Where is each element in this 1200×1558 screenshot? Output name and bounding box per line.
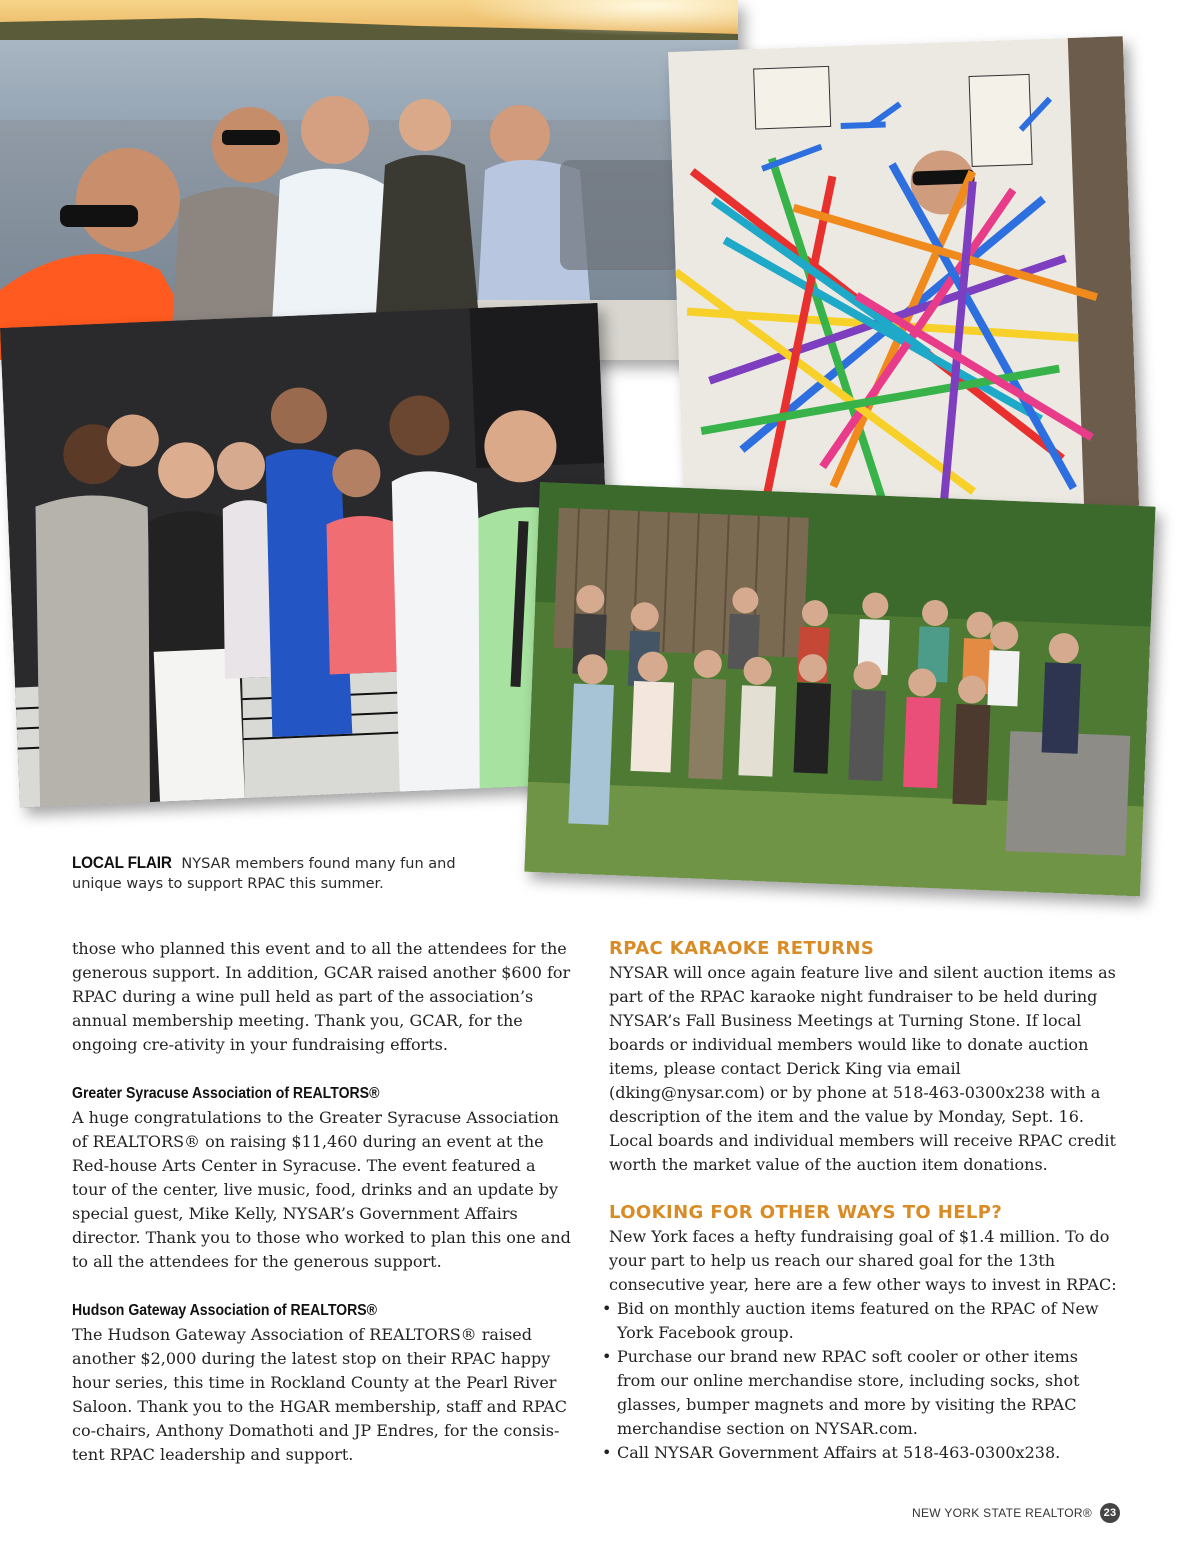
caption-lead: LOCAL FLAIR bbox=[72, 853, 172, 872]
publication-name: NEW YORK STATE REALTOR® bbox=[912, 1506, 1092, 1520]
caption-text: NYSAR members found many fun and unique ways to support RPAC this summer. bbox=[72, 856, 456, 892]
intro-paragraph: those who planned this event and to all the attendees for the generous support. In addition, GCAR raised another $600 for RPAC during a wine pull held as part of the association’s annual membership meeting. Thank you, GCAR, for the ongoing cre-ativity in your fundraising efforts. bbox=[72, 939, 571, 1054]
karaoke-heading: RPAC KARAOKE RETURNS bbox=[609, 938, 875, 959]
list-item: • Call NYSAR Government Affairs at 518-463-0300x238. bbox=[609, 1441, 1119, 1465]
list-item: • Bid on monthly auction items featured on the RPAC of New York Facebook group. bbox=[609, 1297, 1119, 1345]
karaoke-paragraph: NYSAR will once again feature live and silent auction items as part of the RPAC karaoke night fundraiser to be held during NYSAR’s Fall Business Meetings at Turning Stone. If local boards or individual members would like to donate auction items, please contact Derick King via email (dking@nysar.com) or by phone at 518-463-0300x238 with a description of the item and the value by Monday, Sept. 16. Local boards and individual members will receive RPAC credit worth the market value of the auction item donations. bbox=[609, 963, 1116, 1174]
photo-outdoor-group bbox=[524, 482, 1155, 896]
help-heading: LOOKING FOR OTHER WAYS TO HELP? bbox=[609, 1202, 1003, 1223]
left-column bbox=[72, 937, 572, 1467]
photo-boat-sunset bbox=[0, 0, 738, 360]
hudson-heading: Hudson Gateway Association of REALTORS® bbox=[72, 1302, 378, 1319]
syracuse-heading: Greater Syracuse Association of REALTORS® bbox=[72, 1085, 380, 1102]
right-column bbox=[609, 937, 1119, 1465]
hudson-paragraph: The Hudson Gateway Association of REALTORS® raised another $2,000 during the latest stop on their RPAC happy hour series, this time in Rockland County at the Pearl River Saloon. Thank you to the HGAR membership, staff and RPAC co-chairs, Anthony Domathoti and JP Endres, for the consis-tent RPAC leadership and support. bbox=[72, 1325, 568, 1464]
help-list bbox=[609, 1297, 1119, 1465]
photo-tape-art bbox=[668, 36, 1139, 522]
photo-caption bbox=[72, 853, 492, 894]
list-item: • Purchase our brand new RPAC soft cooler or other items from our online merchandise store, including socks, shot glasses, bumper magnets and more by visiting the RPAC merchandise section on NYSAR.com. bbox=[609, 1345, 1119, 1441]
page-footer bbox=[912, 1503, 1120, 1523]
photo-group-bar bbox=[0, 303, 618, 808]
help-intro: New York faces a hefty fundraising goal of $1.4 million. To do your part to help us reach our shared goal for the 13th consecutive year, here are a few other ways to invest in RPAC: bbox=[609, 1227, 1117, 1294]
page-number: 23 bbox=[1100, 1503, 1120, 1523]
syracuse-paragraph: A huge congratulations to the Greater Syracuse Association of REALTORS® on raising $11,460 during an event at the Red-house Arts Center in Syracuse. The event featured a tour of the center, live music, food, drinks and an update by special guest, Mike Kelly, NYSAR’s Government Affairs director. Thank you to those who worked to plan this one and to all the attendees for the generous support. bbox=[72, 1108, 571, 1271]
